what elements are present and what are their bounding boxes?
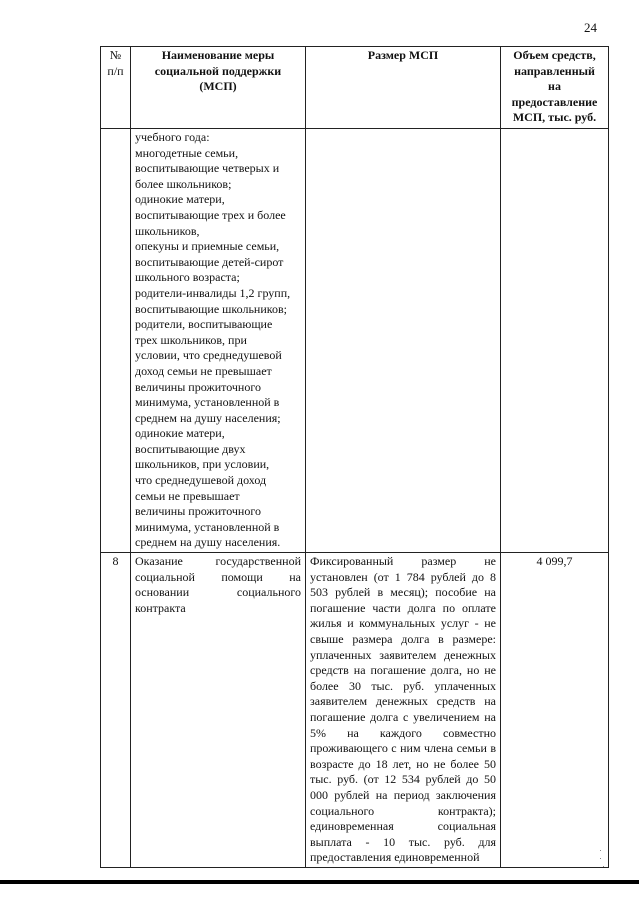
measure-text-line: среднем на душу населения;	[135, 410, 281, 425]
cell-number	[101, 129, 131, 553]
header-text-line: №	[109, 48, 122, 62]
measure-text-line: опекуны и приемные семьи,	[135, 239, 280, 254]
cell-number: 8	[101, 553, 131, 868]
header-text-line: социальной поддержки	[154, 63, 282, 78]
header-text-line: Объем средств,	[513, 48, 596, 62]
cell-measure	[131, 129, 306, 553]
measure-text-line: школьного возраста;	[135, 270, 240, 285]
table-header-row	[101, 47, 609, 129]
measure-text-line: доход семьи не превышает	[135, 363, 272, 378]
measure-text-line: одинокие матери,	[135, 192, 225, 207]
measure-text-line: более школьников;	[135, 176, 232, 191]
measure-text-line: воспитывающие детей-сирот	[135, 254, 284, 269]
scan-speck	[600, 858, 601, 859]
measure-text-line: трех школьников, при	[135, 332, 247, 347]
cell-volume: 4 099,7	[501, 553, 609, 868]
header-volume	[501, 47, 609, 129]
table-row	[101, 129, 609, 553]
scan-speck	[600, 850, 601, 851]
table-row	[101, 553, 609, 868]
measure-text-line: учебного года:	[135, 130, 210, 144]
header-measure-name	[131, 47, 306, 129]
measure-text-line: минимума, установленной в	[135, 395, 280, 410]
measure-text-line: родители-инвалиды 1,2 групп,	[135, 285, 291, 300]
measure-text-line: что среднедушевой доход	[135, 473, 267, 488]
measure-text-line: среднем на душу населения.	[135, 535, 281, 550]
measure-text-line: школьников,	[135, 223, 200, 238]
header-text-line: МСП, тыс. руб.	[512, 110, 597, 125]
measure-text-line: условии, что среднедушевой	[135, 348, 282, 363]
header-text-line: (МСП)	[199, 79, 237, 94]
measure-text-line: воспитывающие трех и более	[135, 207, 286, 222]
measure-text-line: воспитывающие двух	[135, 441, 246, 456]
cell-volume	[501, 129, 609, 553]
header-text-line: п/п	[107, 63, 124, 78]
measure-text-line: величины прожиточного	[135, 504, 261, 519]
measure-text-line: семьи не превышает	[135, 488, 240, 503]
header-size	[306, 47, 501, 129]
measure-text-line: воспитывающие школьников;	[135, 301, 287, 316]
measure-continuation-text	[135, 130, 301, 551]
measure-text-line: одинокие матери,	[135, 426, 225, 441]
header-text-line: Размер МСП	[367, 48, 439, 62]
cell-size	[306, 129, 501, 553]
measure-text-line: школьников, при условии,	[135, 457, 270, 472]
header-text-line: на	[548, 79, 561, 94]
page-number: 24	[584, 20, 597, 35]
msp-table	[100, 46, 609, 868]
measure-text-line: величины прожиточного	[135, 379, 261, 394]
header-text-line: направленный	[514, 63, 595, 78]
cell-measure: Оказание государственной социальной помощи на основании социального контракта	[131, 553, 306, 868]
header-text-line: предоставление	[511, 94, 598, 109]
measure-text-line: родители, воспитывающие	[135, 317, 273, 332]
measure-text-line: многодетные семьи,	[135, 145, 239, 160]
measure-text-line: минимума, установленной в	[135, 519, 280, 534]
header-number	[101, 47, 131, 129]
scan-speck	[603, 866, 604, 867]
measure-text-line: воспитывающие четверых и	[135, 161, 280, 176]
header-text-line: Наименование меры	[161, 48, 275, 62]
page-bottom-edge	[0, 880, 639, 884]
cell-size: Фиксированный размер не установлен (от 1 784 рублей до 8 503 рублей в месяц); пособие на погашение части долга по оплате жилья и коммунальных услуг - не свыше размера долга в размере: уплаченных заявителем денежных средств на погашение долга, но не более 30 тыс. руб. уплаченных заявителем денежных средств на погашение долга с увеличением на 5% на каждого совместно проживающего с ним члена семьи в возрасте до 18 лет, но не более 50 тыс. руб. (от 12 534 рублей до 50 000 рублей на период заключения социального контракта); единовременная социальная выплата - 10 тыс. руб. для предоставления единовременной	[306, 553, 501, 868]
